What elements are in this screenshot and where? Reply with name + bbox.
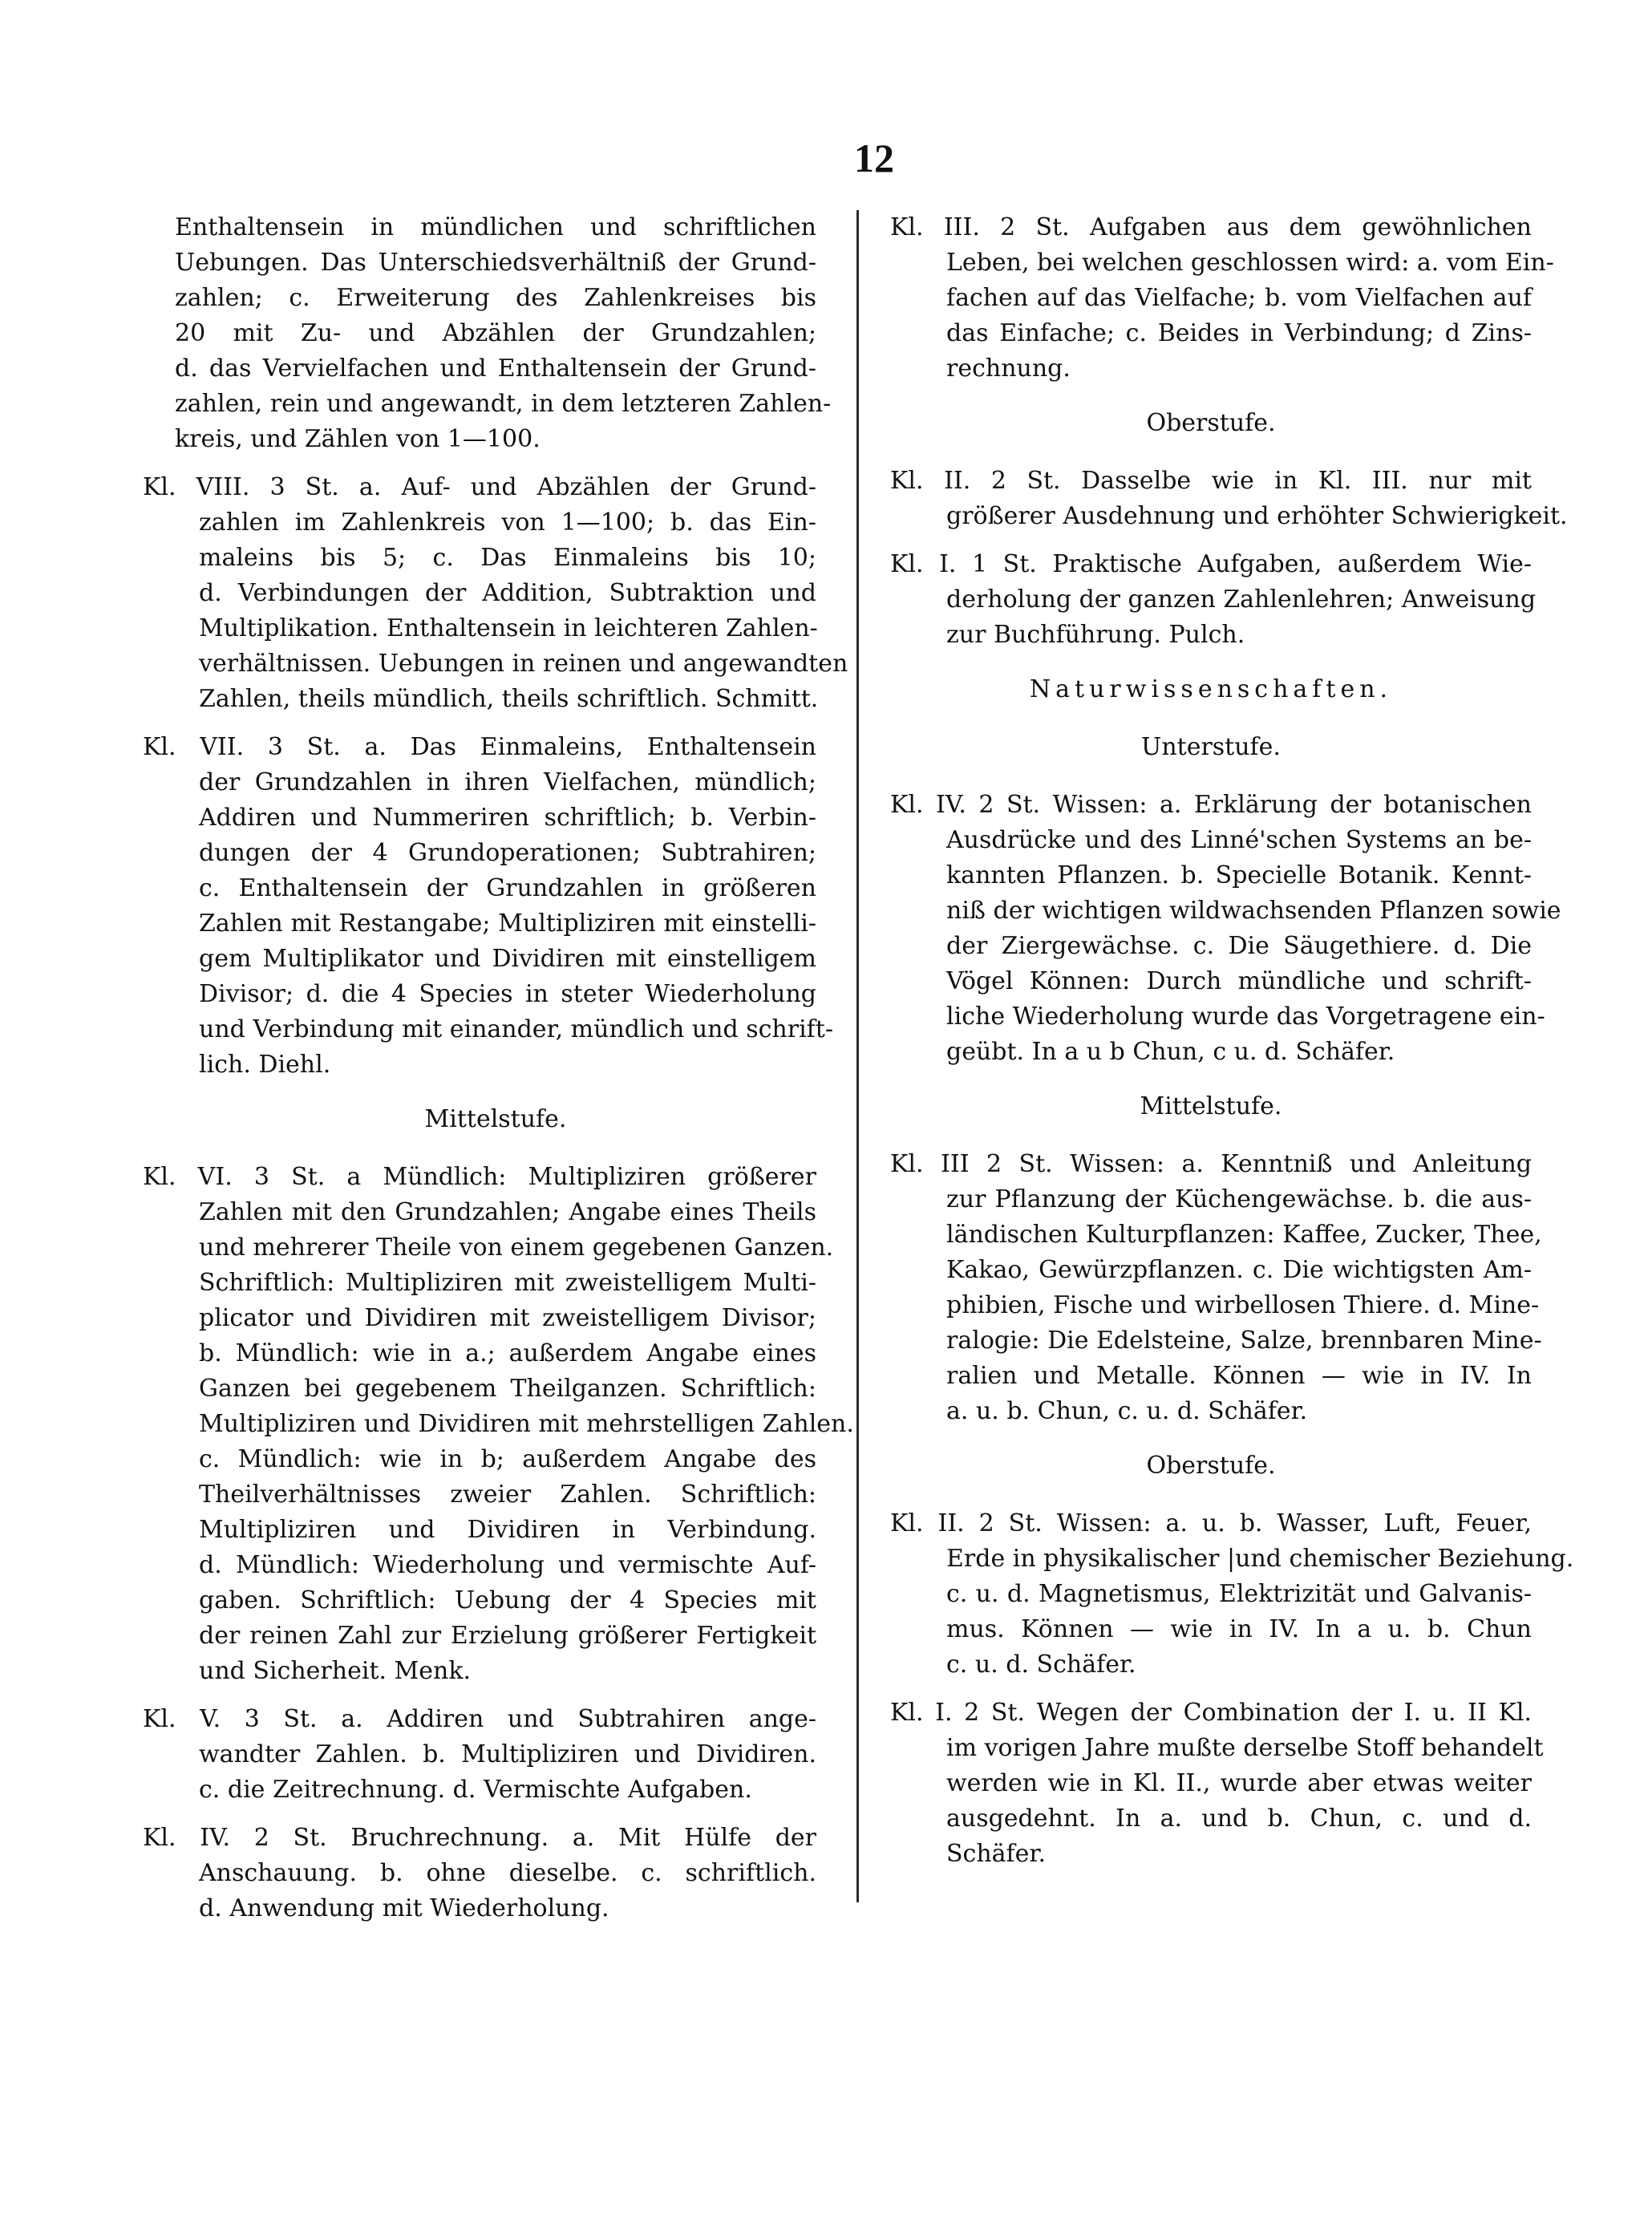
text-line: zur Buchführung. Pulch. bbox=[946, 621, 1245, 649]
text-line: Kl. II. 2 St. Wissen: a. u. b. Wasser, Luft, Feuer, bbox=[890, 1509, 1532, 1537]
intro-paragraph bbox=[175, 210, 832, 457]
text-line: kreis, und Zählen von 1—100. bbox=[175, 425, 541, 453]
text-line: niß der wichtigen wildwachsenden Pflanzen sowie bbox=[946, 897, 1561, 925]
left-column bbox=[143, 210, 854, 1939]
text-line: c. u. d. Schäfer. bbox=[946, 1651, 1136, 1679]
text-line: Zahlen, theils mündlich, theils schriftlich. Schmitt. bbox=[199, 685, 819, 713]
text-line: Kl. II. 2 St. Dasselbe wie in Kl. III. nur mit bbox=[890, 467, 1532, 495]
text-line: Erde in physikalischer |und chemischer Beziehung. bbox=[946, 1545, 1574, 1573]
text-line: Uebungen. Das Unterschiedsverhältniß der Grund- bbox=[175, 249, 816, 277]
nat-class-iv-paragraph bbox=[890, 788, 1561, 1070]
text-line: d. Anwendung mit Wiederholung. bbox=[199, 1894, 609, 1922]
section-heading: Unterstufe. bbox=[1141, 733, 1281, 761]
section-heading: Oberstufe. bbox=[1146, 409, 1276, 437]
text-line: Ausdrücke und des Linné'schen Systems an be- bbox=[946, 826, 1532, 854]
class-iii-paragraph bbox=[890, 210, 1554, 387]
text-line: Divisor; d. die 4 Species in steter Wiederholung bbox=[199, 980, 816, 1008]
text-line: phibien, Fische und wirbellosen Thiere. d. Mine- bbox=[946, 1291, 1540, 1319]
text-line: zahlen, rein und angewandt, in dem letzteren Zahlen- bbox=[175, 390, 832, 418]
text-line: zur Pflanzung der Küchengewächse. b. die aus- bbox=[946, 1185, 1532, 1213]
text-line: mus. Können — wie in IV. In a u. b. Chun bbox=[946, 1615, 1532, 1643]
text-line: Kl. VII. 3 St. a. Das Einmaleins, Enthaltensein bbox=[143, 733, 816, 761]
text-line: Leben, bei welchen geschlossen wird: a. vom Ein- bbox=[946, 249, 1554, 277]
class-vii-paragraph bbox=[143, 730, 833, 1083]
text-line: Schäfer. bbox=[946, 1840, 1046, 1868]
section-heading: Oberstufe. bbox=[1146, 1452, 1276, 1480]
text-line: und Sicherheit. Menk. bbox=[199, 1657, 472, 1685]
text-line: derholung der ganzen Zahlenlehren; Anweisung bbox=[946, 585, 1537, 614]
column-divider bbox=[856, 210, 859, 1902]
text-line: lich. Diehl. bbox=[199, 1051, 331, 1079]
text-line: ralogie: Die Edelsteine, Salze, brennbaren Mine- bbox=[946, 1327, 1542, 1355]
nat-class-iii-paragraph bbox=[890, 1147, 1542, 1429]
text-line: Zahlen mit den Grundzahlen; Angabe eines Theils bbox=[199, 1198, 816, 1226]
text-line: gem Multiplikator und Dividiren mit einstelligem bbox=[199, 945, 816, 973]
text-line: Multipliziren und Dividiren mit mehrstelligen Zahlen. bbox=[199, 1410, 854, 1438]
class-ii-paragraph bbox=[890, 464, 1568, 534]
text-line: c. die Zeitrechnung. d. Vermischte Aufgaben. bbox=[199, 1776, 752, 1804]
class-i-paragraph bbox=[890, 547, 1537, 653]
nat-class-i-paragraph bbox=[890, 1695, 1544, 1872]
text-line: rechnung. bbox=[946, 354, 1071, 383]
text-line: ralien und Metalle. Können — wie in IV. In bbox=[946, 1362, 1532, 1390]
text-line: Kl. III 2 St. Wissen: a. Kenntniß und Anleitung bbox=[890, 1150, 1532, 1178]
text-line: d. Mündlich: Wiederholung und vermischte Auf- bbox=[199, 1551, 816, 1579]
text-line: Kl. VIII. 3 St. a. Auf- und Abzählen der Grund- bbox=[143, 473, 816, 501]
text-line: Enthaltensein in mündlichen und schriftlichen bbox=[175, 213, 816, 241]
text-line: Addiren und Nummeriren schriftlich; b. Verbin- bbox=[199, 804, 816, 832]
text-line: plicator und Dividiren mit zweistelligem Divisor; bbox=[199, 1304, 816, 1332]
text-line: und mehrerer Theile von einem gegebenen Ganzen. bbox=[199, 1233, 834, 1262]
text-line: Kl. V. 3 St. a. Addiren und Subtrahiren ange- bbox=[143, 1705, 816, 1733]
text-line: Kl. I. 2 St. Wegen der Combination der I. u. II Kl. bbox=[890, 1699, 1532, 1727]
class-v-paragraph bbox=[143, 1702, 816, 1808]
nat-class-ii-paragraph bbox=[890, 1506, 1574, 1683]
text-line: Ganzen bei gegebenem Theilganzen. Schriftlich: bbox=[199, 1375, 816, 1403]
text-line: der reinen Zahl zur Erzielung größerer Fertigkeit bbox=[199, 1622, 816, 1650]
text-line: zahlen im Zahlenkreis von 1—100; b. das Ein- bbox=[199, 508, 816, 537]
text-line: Kl. VI. 3 St. a Mündlich: Multipliziren größerer bbox=[143, 1163, 816, 1191]
text-line: Kl. IV. 2 St. Wissen: a. Erklärung der botanischen bbox=[890, 791, 1532, 819]
text-line: Vögel Können: Durch mündliche und schrift- bbox=[946, 967, 1532, 995]
text-line: d. das Vervielfachen und Enthaltensein der Grund- bbox=[175, 354, 816, 383]
text-line: im vorigen Jahre mußte derselbe Stoff behandelt bbox=[946, 1734, 1544, 1762]
text-line: Zahlen mit Restangabe; Multipliziren mit einstelli- bbox=[199, 909, 816, 938]
text-line: c. Mündlich: wie in b; außerdem Angabe des bbox=[199, 1445, 816, 1473]
class-vi-paragraph bbox=[143, 1160, 854, 1689]
text-line: liche Wiederholung wurde das Vorgetragene ein- bbox=[946, 1003, 1545, 1031]
text-line: geübt. In a u b Chun, c u. d. Schäfer. bbox=[946, 1038, 1395, 1066]
text-line: gaben. Schriftlich: Uebung der 4 Species mit bbox=[199, 1586, 816, 1614]
text-line: Kakao, Gewürzpflanzen. c. Die wichtigsten Am- bbox=[946, 1256, 1532, 1284]
text-line: Kl. III. 2 St. Aufgaben aus dem gewöhnlichen bbox=[890, 213, 1532, 241]
text-line: Anschauung. b. ohne dieselbe. c. schriftlich. bbox=[199, 1859, 816, 1887]
text-line: b. Mündlich: wie in a.; außerdem Angabe eines bbox=[199, 1339, 816, 1367]
text-line: c. u. d. Magnetismus, Elektrizität und Galvanis- bbox=[946, 1580, 1532, 1608]
page-number: 12 bbox=[854, 136, 894, 180]
text-line: Kl. I. 1 St. Praktische Aufgaben, außerdem Wie- bbox=[890, 550, 1532, 578]
text-line: verhältnissen. Uebungen in reinen und angewandten bbox=[199, 650, 848, 678]
text-line: ländischen Kulturpflanzen: Kaffee, Zucker, Thee, bbox=[946, 1221, 1542, 1249]
text-line: wandter Zahlen. b. Multipliziren und Dividiren. bbox=[199, 1740, 816, 1768]
section-heading: Mittelstufe. bbox=[424, 1105, 567, 1133]
text-line: a. u. b. Chun, c. u. d. Schäfer. bbox=[946, 1397, 1308, 1425]
text-line: d. Verbindungen der Addition, Subtraktion und bbox=[199, 579, 816, 607]
text-line: zahlen; c. Erweiterung des Zahlenkreises bis bbox=[175, 284, 816, 312]
text-line: der Ziergewächse. c. Die Säugethiere. d. Die bbox=[946, 932, 1532, 960]
text-line: Multiplikation. Enthaltensein in leichteren Zahlen- bbox=[199, 614, 818, 642]
text-line: Schriftlich: Multipliziren mit zweistelligem Multi- bbox=[199, 1269, 816, 1297]
text-line: und Verbindung mit einander, mündlich und schrift- bbox=[199, 1015, 833, 1043]
section-heading: Mittelstufe. bbox=[1140, 1092, 1282, 1120]
text-line: ausgedehnt. In a. und b. Chun, c. und d. bbox=[946, 1805, 1532, 1833]
text-line: kannten Pflanzen. b. Specielle Botanik. Kennt- bbox=[946, 861, 1532, 889]
right-column bbox=[890, 210, 1574, 1885]
text-line: dungen der 4 Grundoperationen; Subtrahiren; bbox=[199, 839, 816, 867]
text-line: Multipliziren und Dividiren in Verbindung. bbox=[199, 1516, 816, 1544]
text-line: Kl. IV. 2 St. Bruchrechnung. a. Mit Hülfe der bbox=[143, 1824, 816, 1852]
class-iv-paragraph bbox=[143, 1821, 816, 1926]
text-line: fachen auf das Vielfache; b. vom Vielfachen auf bbox=[946, 284, 1532, 312]
text-line: 20 mit Zu- und Abzählen der Grundzahlen; bbox=[175, 319, 816, 347]
text-line: maleins bis 5; c. Das Einmaleins bis 10; bbox=[199, 544, 816, 572]
text-line: Theilverhältnisses zweier Zahlen. Schriftlich: bbox=[199, 1481, 816, 1509]
text-line: das Einfache; c. Beides in Verbindung; d Zins- bbox=[946, 319, 1532, 347]
text-line: werden wie in Kl. II., wurde aber etwas weiter bbox=[946, 1769, 1532, 1797]
text-line: der Grundzahlen in ihren Vielfachen, mündlich; bbox=[199, 768, 816, 796]
subject-heading: Naturwissenschaften. bbox=[1029, 675, 1393, 703]
text-line: c. Enthaltensein der Grundzahlen in größeren bbox=[199, 874, 816, 902]
text-line: größerer Ausdehnung und erhöhter Schwierigkeit. bbox=[946, 502, 1568, 530]
class-viii-paragraph bbox=[143, 470, 848, 717]
